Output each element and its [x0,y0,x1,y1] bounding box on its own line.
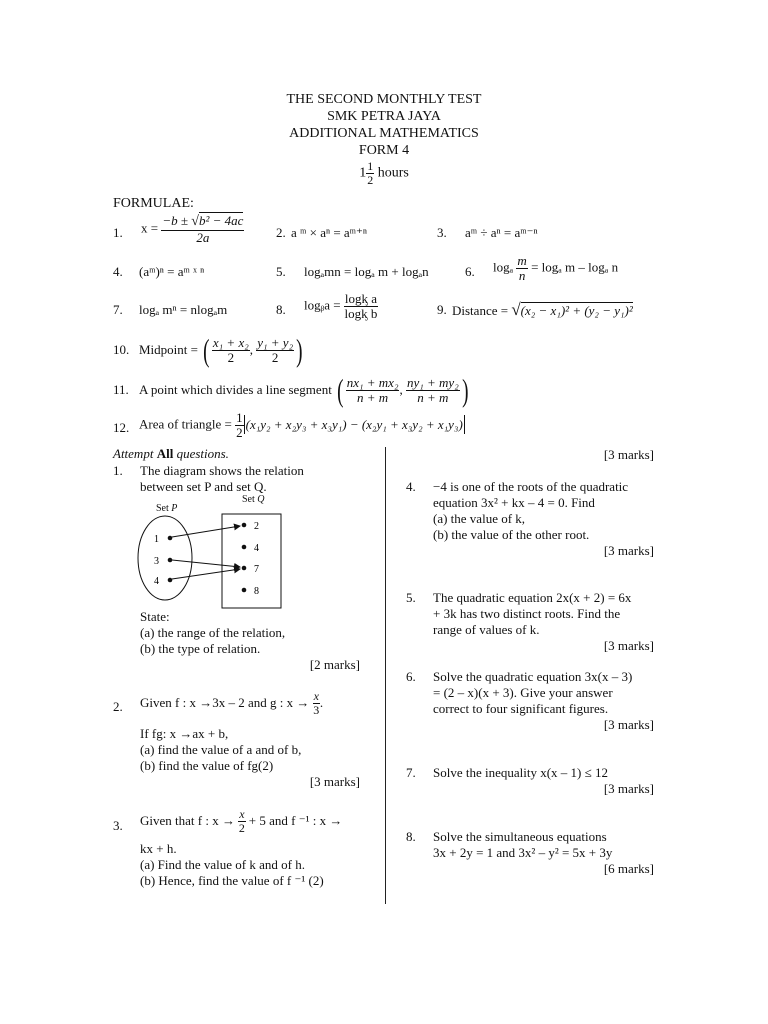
question-2-part-a: (a) find the value of a and of b, [140,742,302,757]
question-5-number: 5. [406,590,416,605]
formula-11-number: 11. [113,382,129,397]
formula-log-product: logₐmn = logₐ m + logₐn [304,264,429,279]
question-6-line-2: = (2 – x)(x + 3). Give your answer [433,685,613,700]
p-dot-1 [168,536,173,541]
formula-3-number: 3. [437,225,447,240]
formula-8-number: 8. [276,302,286,317]
p-label-1: 1 [154,534,159,545]
set-p-label: Set P [156,503,178,514]
formula-triangle-area: Area of triangle = $\frac{1}{2}$ (x₁y₂ + x₂y₃ + x₃y₁) − (x₂y₁ + x₃y₂ + x₁y₃) [139,410,463,440]
question-1-line-2: between set P and set Q. [140,479,267,494]
question-3-part-b: (b) Hence, find the value of f ⁻¹ (2) [140,873,324,888]
subject-name: ADDITIONAL MATHEMATICS [289,126,479,141]
question-8-line-2: 3x + 2y = 1 and 3x² – y² = 5x + 3y [433,845,613,860]
q-dot-2 [242,523,247,528]
question-7-line-1: Solve the inequality x(x – 1) ≤ 12 [433,765,609,780]
question-5-line-3: range of values of k. [433,622,540,637]
question-2-number: 2. [113,699,123,714]
arrow-4-to-7 [172,569,240,579]
test-title: THE SECOND MONTHLY TEST [286,92,482,107]
p-dot-4 [168,578,173,583]
school-name: SMK PETRA JAYA [327,109,441,124]
question-3-part-a: (a) Find the value of k and of h. [140,857,305,872]
question-2-line-1: Given f : x →3x – 2 and g : x → $\frac{x}{3}$ . [140,689,324,717]
formula-change-of-base: logᵦa = $\frac{\text{logᶄ a}}{\text{logᶄ b}}$ [304,291,378,321]
question-1-number: 1. [113,463,123,478]
question-4-part-a: (a) the value of k, [433,511,526,526]
question-2-line-2: If fg: x →ax + b, [140,726,229,741]
q-dot-8 [242,588,247,593]
question-2-part-b: (b) find the value of fg(2) [140,758,274,773]
set-q-box [222,514,281,608]
formula-2-number: 2. [276,225,286,240]
question-4-line-2: equation 3x² + kx – 4 = 0. Find [433,495,595,510]
question-7-marks: [3 marks] [603,781,654,796]
formula-7-number: 7. [113,302,123,317]
formula-1-number: 1. [113,225,123,240]
q-label-2: 2 [254,521,259,532]
q-dot-4 [242,545,247,550]
formula-10-number: 10. [113,342,130,357]
formulae-title: FORMULAE: [113,196,194,211]
question-1-state: State: [140,609,170,624]
question-7-number: 7. [406,765,416,780]
formula-quadratic: x = $\frac{\text{−b ± √b² − 4ac}}{2a}$ [141,213,244,245]
p-dot-3 [168,558,173,563]
question-1-line-1: The diagram shows the relation [140,463,304,478]
question-6-line-3: correct to four significant figures. [433,701,609,716]
question-4-part-b: (b) the value of the other root. [433,527,590,542]
question-4-marks: [3 marks] [603,543,654,558]
question-3-line-2: kx + h. [140,841,177,856]
question-1-part-b: (b) the type of relation. [140,641,261,656]
question-8-marks: [6 marks] [603,861,654,876]
q-dot-7 [242,566,247,571]
question-4-number: 4. [406,479,416,494]
question-3-line-1: Given that f : x → $\frac{x}{2}$ + 5 and f ⁻¹ : x → [140,807,343,835]
formula-section-point: A point which divides a line segment ( $\frac{\text{nx₁ + mx₂}}{n + m}$, $\frac{\text{ny₁ + my₂}}{n + m}$) [139,372,469,408]
question-6-number: 6. [406,669,416,684]
question-6-marks: [3 marks] [603,717,654,732]
instruction: Attempt All questions. [113,446,229,461]
formula-log-quotient: logₐ $\frac{m}{n}$ = logₐ m – logₐ n [493,253,619,283]
question-5-line-2: + 3k has two distinct roots. Find the [433,606,621,621]
question-2-marks: [3 marks] [309,774,360,789]
formula-midpoint: Midpoint = ( $\frac{\text{x₁ + x₂}}{2}$ , $\frac{\text{y₁ + y₂}}{2}$ ) [139,332,303,368]
formula-power-of-power: (aᵐ)ⁿ = aᵐ ˣ ⁿ [139,264,205,279]
question-4-line-1: −4 is one of the roots of the quadratic [433,479,629,494]
formula-9-number: 9. [437,302,447,317]
question-8-number: 8. [406,829,416,844]
set-p-oval [138,516,192,600]
question-5-marks: [3 marks] [603,638,654,653]
column-divider [385,447,386,904]
formula-distance: Distance = √(x₂ − x₁)² + (y₂ − y₁)² [452,300,633,319]
formula-index-multiply: a ᵐ × aⁿ = aᵐ⁺ⁿ [291,225,367,240]
question-1-part-a: (a) the range of the relation, [140,625,286,640]
formula-4-number: 4. [113,264,123,279]
marks-label: [3 marks] [603,447,654,462]
formula-12-number: 12. [113,420,130,435]
q-label-7: 7 [254,564,259,575]
question-5-line-1: The quadratic equation 2x(x + 2) = 6x [433,590,632,605]
q-label-8: 8 [254,586,259,597]
arrow-3-to-7 [172,560,240,567]
question-3-number: 3. [113,818,123,833]
formula-log-power: logₐ mⁿ = nlogₐm [139,302,228,317]
relation-arrow-diagram [130,488,290,612]
formula-6-number: 6. [465,264,475,279]
q-label-4: 4 [254,543,259,554]
form-level: FORM 4 [358,143,410,158]
duration: 1 $\frac{1}{2}$ hours [359,159,409,187]
arrow-1-to-2 [172,526,240,537]
p-label-3: 3 [154,556,159,567]
set-q-label: Set Q [242,494,265,505]
formula-5-number: 5. [276,264,286,279]
question-8-line-1: Solve the simultaneous equations [433,829,607,844]
question-6-line-1: Solve the quadratic equation 3x(x – 3) [433,669,633,684]
formula-index-divide: aᵐ ÷ aⁿ = aᵐ⁻ⁿ [465,225,538,240]
question-1-marks: [2 marks] [309,657,360,672]
p-label-4: 4 [154,576,159,587]
